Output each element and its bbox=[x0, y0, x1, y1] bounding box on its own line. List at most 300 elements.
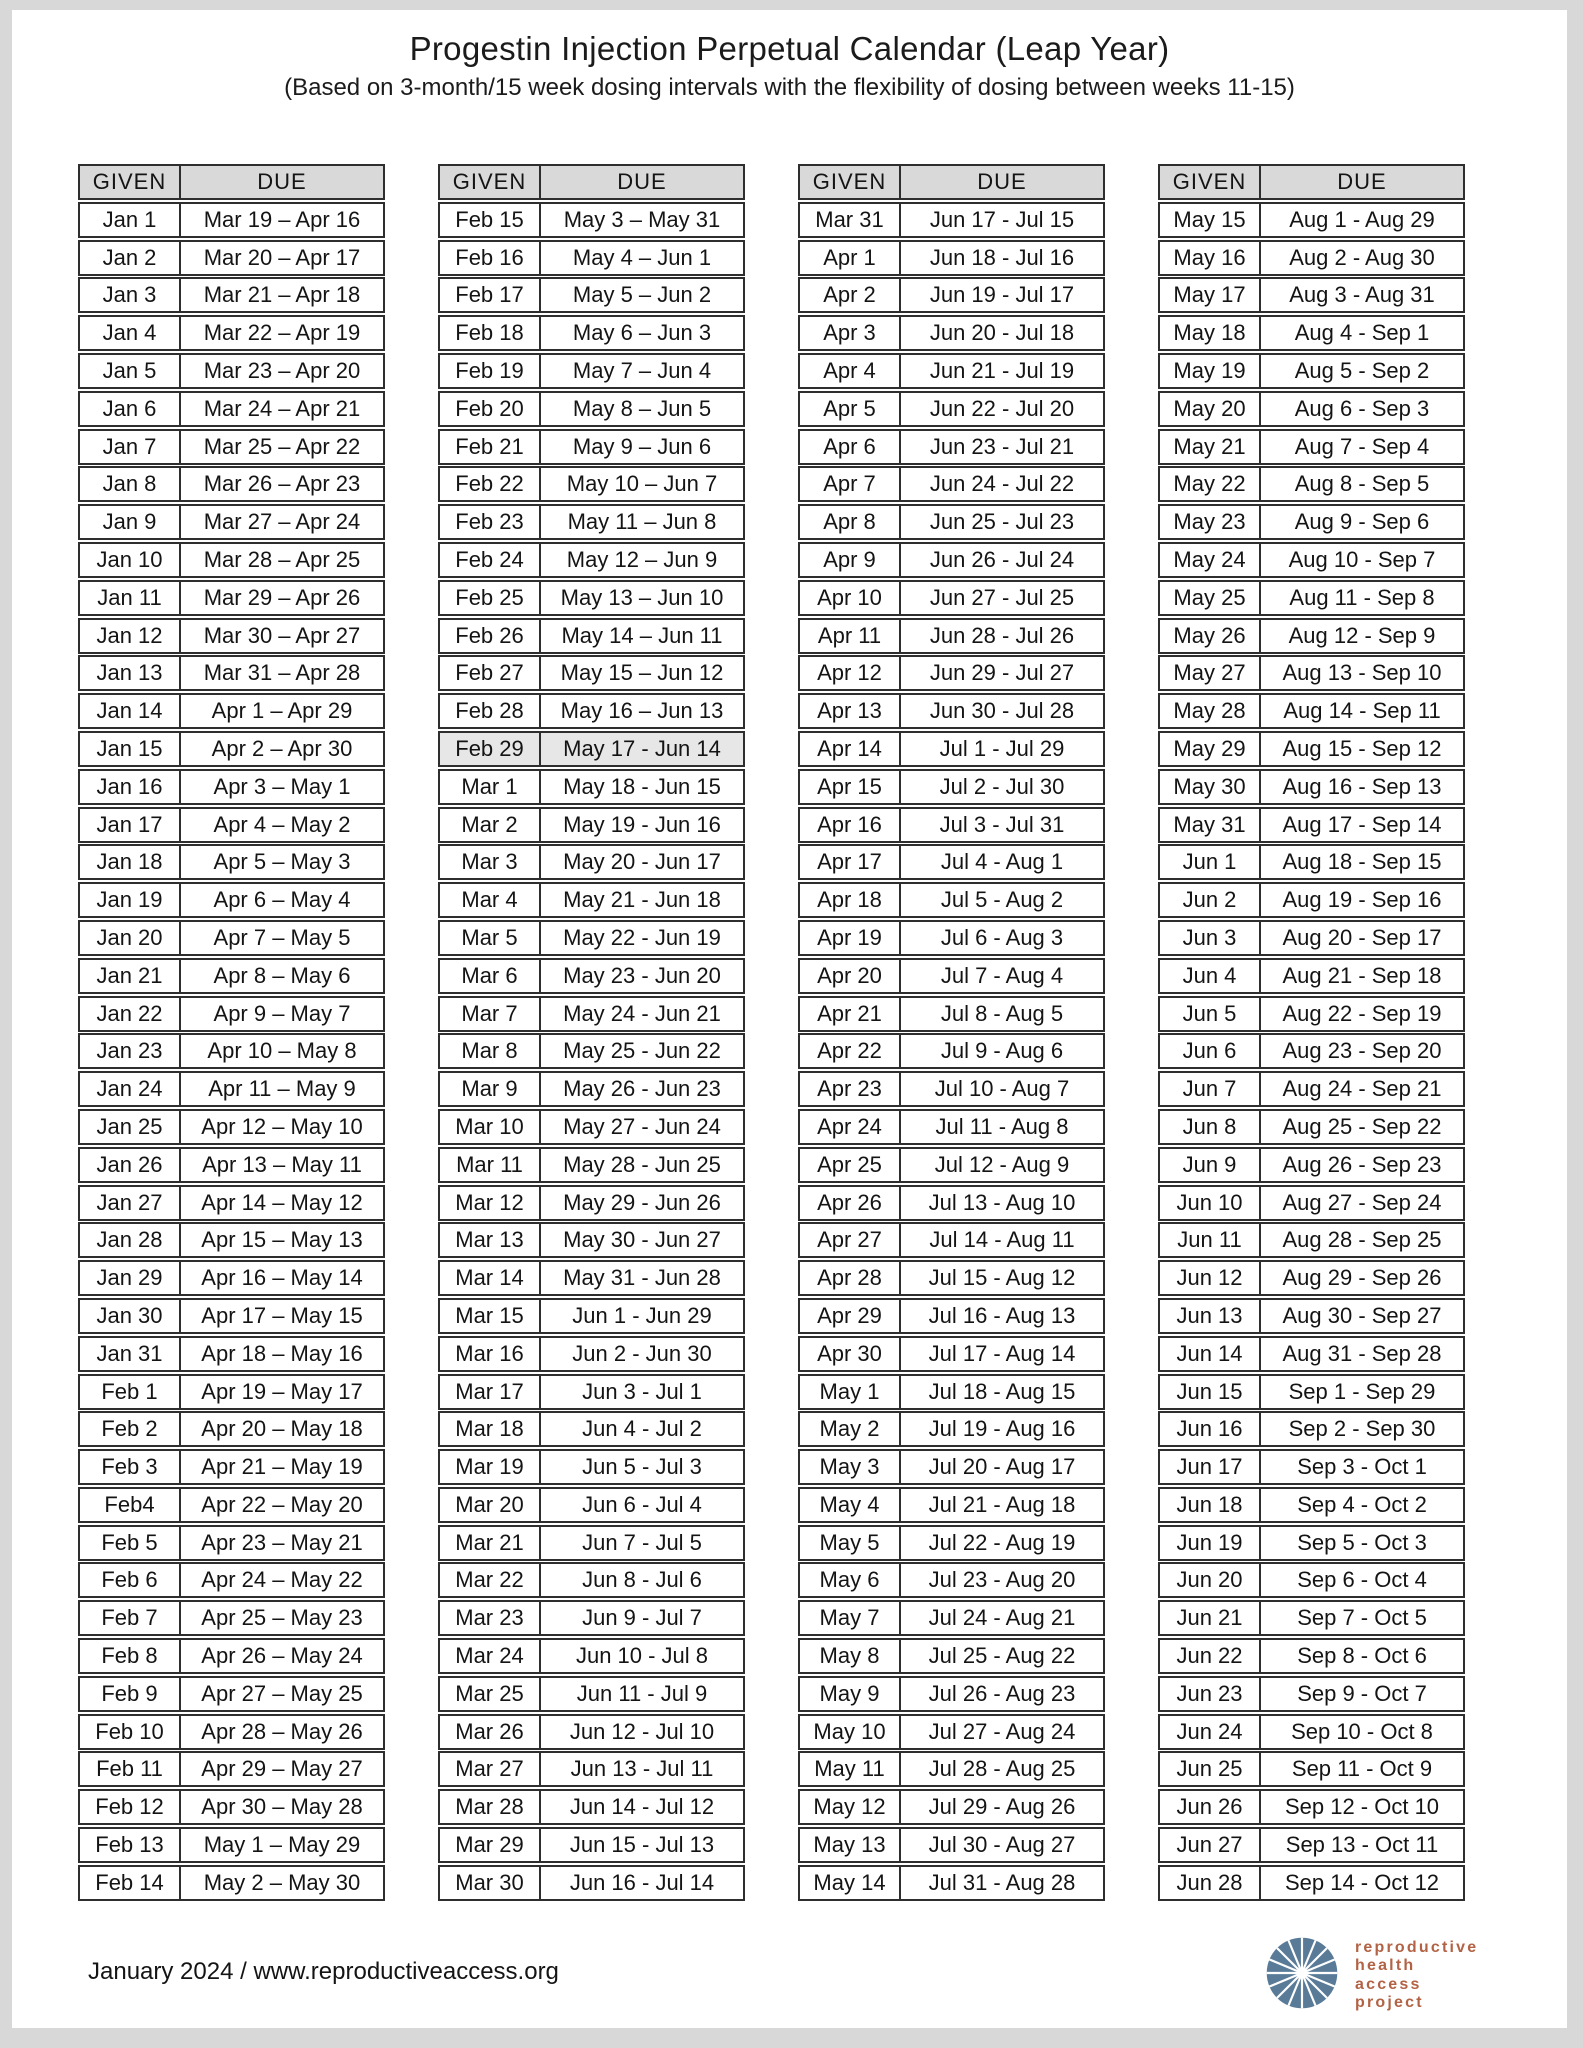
calendar-row bbox=[1158, 1751, 1465, 1787]
given-date-cell: Jun 27 bbox=[1160, 1829, 1261, 1861]
given-date-cell: May 2 bbox=[800, 1413, 901, 1445]
calendar-row bbox=[78, 542, 385, 578]
due-range-cell: Aug 3 - Aug 31 bbox=[1289, 282, 1435, 308]
given-date-cell: Feb 14 bbox=[80, 1867, 181, 1899]
due-range-cell: Jul 7 - Aug 4 bbox=[940, 962, 1064, 988]
calendar-row bbox=[1158, 1827, 1465, 1863]
calendar-row bbox=[438, 353, 745, 389]
calendar-row bbox=[798, 655, 1105, 691]
given-date-cell: Mar 10 bbox=[440, 1111, 541, 1143]
column-header-row bbox=[798, 164, 1105, 200]
due-column-header: DUE bbox=[1261, 166, 1463, 198]
due-column-header: DUE bbox=[541, 166, 743, 198]
given-date-cell: Feb 13 bbox=[80, 1829, 181, 1861]
due-range-cell: May 4 – Jun 1 bbox=[572, 244, 712, 270]
given-date-cell: Feb 27 bbox=[440, 657, 541, 689]
calendar-row bbox=[438, 1487, 745, 1523]
due-range-cell: Jun 29 - Jul 27 bbox=[929, 660, 1075, 686]
given-date-cell: Apr 11 bbox=[800, 620, 901, 652]
due-range-cell: Aug 1 - Aug 29 bbox=[1289, 206, 1435, 232]
given-date-cell: Jun 1 bbox=[1160, 846, 1261, 878]
calendar-row bbox=[1158, 1714, 1465, 1750]
due-range-cell: Jun 30 - Jul 28 bbox=[929, 698, 1075, 724]
due-range-cell: Sep 9 - Oct 7 bbox=[1297, 1680, 1427, 1706]
due-range-cell: Apr 7 – May 5 bbox=[213, 924, 351, 950]
due-range-cell: May 16 – Jun 13 bbox=[560, 698, 724, 724]
calendar-row bbox=[798, 1411, 1105, 1447]
due-range-cell: Sep 12 - Oct 10 bbox=[1284, 1794, 1440, 1820]
due-range-cell: May 2 – May 30 bbox=[203, 1869, 361, 1895]
given-date-cell: Apr 17 bbox=[800, 846, 901, 878]
due-range-cell: Apr 4 – May 2 bbox=[213, 811, 351, 837]
due-column-header: DUE bbox=[901, 166, 1103, 198]
given-date-cell: May 25 bbox=[1160, 582, 1261, 614]
due-range-cell: Apr 21 – May 19 bbox=[201, 1454, 363, 1480]
calendar-row bbox=[1158, 1260, 1465, 1296]
given-date-cell: Mar 23 bbox=[440, 1602, 541, 1634]
given-date-cell: Jan 14 bbox=[80, 695, 181, 727]
calendar-row bbox=[78, 1827, 385, 1863]
given-date-cell: Apr 25 bbox=[800, 1149, 901, 1181]
given-date-cell: Mar 9 bbox=[440, 1073, 541, 1105]
calendar-row bbox=[798, 1487, 1105, 1523]
calendar-row bbox=[78, 504, 385, 540]
due-range-cell: May 29 - Jun 26 bbox=[563, 1189, 721, 1215]
calendar-row bbox=[1158, 1487, 1465, 1523]
due-range-cell: Jul 31 - Aug 28 bbox=[928, 1869, 1076, 1895]
calendar-row bbox=[78, 1525, 385, 1561]
given-date-cell: Feb 7 bbox=[80, 1602, 181, 1634]
due-range-cell: Jun 9 - Jul 7 bbox=[582, 1605, 702, 1631]
calendar-table-2 bbox=[438, 164, 745, 1903]
given-date-cell: May 24 bbox=[1160, 544, 1261, 576]
given-date-cell: May 4 bbox=[800, 1489, 901, 1521]
due-range-cell: Sep 14 - Oct 12 bbox=[1284, 1869, 1440, 1895]
given-date-cell: Feb 5 bbox=[80, 1527, 181, 1559]
given-date-cell: Jun 11 bbox=[1160, 1224, 1261, 1256]
due-range-cell: Aug 16 - Sep 13 bbox=[1282, 773, 1442, 799]
given-date-cell: Feb 24 bbox=[440, 544, 541, 576]
given-date-cell: May 31 bbox=[1160, 809, 1261, 841]
given-date-cell: Jun 20 bbox=[1160, 1564, 1261, 1596]
calendar-row bbox=[78, 1298, 385, 1334]
calendar-row bbox=[78, 769, 385, 805]
due-range-cell: Sep 13 - Oct 11 bbox=[1285, 1832, 1439, 1858]
calendar-row bbox=[798, 277, 1105, 313]
calendar-row bbox=[438, 466, 745, 502]
given-date-cell: Jun 7 bbox=[1160, 1073, 1261, 1105]
due-range-cell: Apr 9 – May 7 bbox=[213, 1000, 351, 1026]
due-range-cell: Jul 13 - Aug 10 bbox=[928, 1189, 1076, 1215]
due-range-cell: Jun 7 - Jul 5 bbox=[582, 1529, 702, 1555]
given-date-cell: Jan 5 bbox=[80, 355, 181, 387]
given-date-cell: Jun 24 bbox=[1160, 1716, 1261, 1748]
calendar-table-4 bbox=[1158, 164, 1465, 1903]
due-range-cell: May 23 - Jun 20 bbox=[563, 962, 721, 988]
calendar-row bbox=[78, 1374, 385, 1410]
calendar-row bbox=[78, 1600, 385, 1636]
calendar-row bbox=[798, 1109, 1105, 1145]
due-range-cell: Sep 5 - Oct 3 bbox=[1297, 1529, 1427, 1555]
due-range-cell: Jun 6 - Jul 4 bbox=[582, 1491, 702, 1517]
calendar-row bbox=[438, 1374, 745, 1410]
due-range-cell: Apr 24 – May 22 bbox=[201, 1567, 363, 1593]
due-range-cell: Jun 13 - Jul 11 bbox=[570, 1756, 714, 1782]
due-range-cell: May 1 – May 29 bbox=[203, 1832, 361, 1858]
given-date-cell: Jan 13 bbox=[80, 657, 181, 689]
given-date-cell: Apr 5 bbox=[800, 393, 901, 425]
given-date-cell: Apr 19 bbox=[800, 922, 901, 954]
calendar-row bbox=[78, 1562, 385, 1598]
given-date-cell: Jan 21 bbox=[80, 960, 181, 992]
given-date-cell: May 5 bbox=[800, 1527, 901, 1559]
given-date-cell: Feb 25 bbox=[440, 582, 541, 614]
calendar-row bbox=[798, 315, 1105, 351]
due-range-cell: Apr 6 – May 4 bbox=[213, 887, 351, 913]
due-range-cell: Jul 10 - Aug 7 bbox=[934, 1076, 1070, 1102]
given-date-cell: Jun 25 bbox=[1160, 1753, 1261, 1785]
calendar-row bbox=[1158, 844, 1465, 880]
given-date-cell: Mar 14 bbox=[440, 1262, 541, 1294]
given-date-cell: May 15 bbox=[1160, 204, 1261, 236]
calendar-row bbox=[798, 353, 1105, 389]
calendar-row bbox=[798, 466, 1105, 502]
calendar-row bbox=[78, 618, 385, 654]
due-range-cell: Mar 21 – Apr 18 bbox=[203, 282, 361, 308]
calendar-row bbox=[78, 1185, 385, 1221]
calendar-row bbox=[798, 1298, 1105, 1334]
given-date-cell: Mar 6 bbox=[440, 960, 541, 992]
due-range-cell: Jul 20 - Aug 17 bbox=[928, 1454, 1076, 1480]
due-range-cell: May 5 – Jun 2 bbox=[572, 282, 712, 308]
due-range-cell: Jul 28 - Aug 25 bbox=[928, 1756, 1076, 1782]
due-range-cell: May 7 – Jun 4 bbox=[572, 357, 712, 383]
due-range-cell: Jul 17 - Aug 14 bbox=[928, 1340, 1076, 1366]
calendar-row bbox=[798, 1714, 1105, 1750]
due-range-cell: Jun 1 - Jun 29 bbox=[572, 1302, 712, 1328]
calendar-row bbox=[438, 920, 745, 956]
calendar-row bbox=[438, 240, 745, 276]
given-date-cell: May 11 bbox=[800, 1753, 901, 1785]
calendar-row bbox=[798, 1449, 1105, 1485]
calendar-row bbox=[438, 1449, 745, 1485]
calendar-row bbox=[1158, 1600, 1465, 1636]
due-range-cell: Aug 23 - Sep 20 bbox=[1282, 1038, 1442, 1064]
calendar-row bbox=[1158, 1865, 1465, 1901]
calendar-row bbox=[438, 958, 745, 994]
given-date-cell: Mar 16 bbox=[440, 1338, 541, 1370]
given-date-cell: Jun 4 bbox=[1160, 960, 1261, 992]
calendar-row bbox=[1158, 1222, 1465, 1258]
given-date-cell: May 13 bbox=[800, 1829, 901, 1861]
calendar-row bbox=[798, 504, 1105, 540]
logo-word: health bbox=[1355, 1957, 1416, 1975]
given-date-cell: Feb 6 bbox=[80, 1564, 181, 1596]
calendar-row bbox=[438, 1676, 745, 1712]
given-date-cell: Apr 13 bbox=[800, 695, 901, 727]
due-range-cell: May 13 – Jun 10 bbox=[560, 584, 724, 610]
calendar-row bbox=[78, 429, 385, 465]
due-range-cell: Jun 16 - Jul 14 bbox=[569, 1869, 715, 1895]
due-range-cell: Aug 15 - Sep 12 bbox=[1282, 735, 1442, 761]
given-date-cell: May 28 bbox=[1160, 695, 1261, 727]
calendar-row bbox=[438, 693, 745, 729]
due-range-cell: May 20 - Jun 17 bbox=[563, 849, 721, 875]
page-subtitle: (Based on 3-month/15 week dosing intervals with the flexibility of dosing between weeks 11-15) bbox=[284, 74, 1295, 101]
due-range-cell: Jun 3 - Jul 1 bbox=[582, 1378, 702, 1404]
given-date-cell: Mar 1 bbox=[440, 771, 541, 803]
due-range-cell: May 30 - Jun 27 bbox=[563, 1227, 721, 1253]
calendar-row bbox=[438, 1033, 745, 1069]
calendar-row bbox=[78, 1449, 385, 1485]
given-date-cell: Jan 12 bbox=[80, 620, 181, 652]
given-date-cell: Mar 11 bbox=[440, 1149, 541, 1181]
calendar-row bbox=[798, 1147, 1105, 1183]
calendar-row bbox=[78, 1676, 385, 1712]
due-range-cell: May 21 - Jun 18 bbox=[563, 887, 721, 913]
due-range-cell: Aug 29 - Sep 26 bbox=[1282, 1265, 1442, 1291]
calendar-row bbox=[1158, 1525, 1465, 1561]
given-date-cell: Apr 3 bbox=[800, 317, 901, 349]
due-range-cell: May 6 – Jun 3 bbox=[572, 320, 712, 346]
due-range-cell: Apr 25 – May 23 bbox=[201, 1605, 363, 1631]
given-date-cell: Jun 14 bbox=[1160, 1338, 1261, 1370]
due-range-cell: Apr 12 – May 10 bbox=[201, 1113, 363, 1139]
due-range-cell: Apr 30 – May 28 bbox=[201, 1794, 363, 1820]
calendar-row bbox=[1158, 693, 1465, 729]
calendar-row bbox=[78, 240, 385, 276]
due-range-cell: Apr 1 – Apr 29 bbox=[211, 698, 353, 724]
given-date-cell: Feb 9 bbox=[80, 1678, 181, 1710]
calendar-row bbox=[78, 1411, 385, 1447]
calendar-row bbox=[78, 466, 385, 502]
calendar-row bbox=[438, 202, 745, 238]
due-range-cell: Aug 21 - Sep 18 bbox=[1282, 962, 1442, 988]
calendar-row bbox=[1158, 655, 1465, 691]
given-date-cell: Apr 6 bbox=[800, 431, 901, 463]
calendar-row bbox=[1158, 1336, 1465, 1372]
calendar-row bbox=[78, 655, 385, 691]
calendar-row bbox=[438, 1525, 745, 1561]
due-range-cell: Jun 18 - Jul 16 bbox=[929, 244, 1075, 270]
due-range-cell: Jun 4 - Jul 2 bbox=[582, 1416, 702, 1442]
calendar-row bbox=[438, 1260, 745, 1296]
due-range-cell: Aug 6 - Sep 3 bbox=[1294, 395, 1430, 421]
calendar-row bbox=[798, 618, 1105, 654]
due-range-cell: Jun 21 - Jul 19 bbox=[929, 357, 1075, 383]
due-range-cell: Jul 18 - Aug 15 bbox=[928, 1378, 1076, 1404]
calendar-row bbox=[798, 731, 1105, 767]
calendar-row bbox=[438, 391, 745, 427]
calendar-row bbox=[438, 655, 745, 691]
given-date-cell: Jun 9 bbox=[1160, 1149, 1261, 1181]
given-date-cell: May 3 bbox=[800, 1451, 901, 1483]
calendar-row bbox=[438, 1109, 745, 1145]
given-date-cell: Jun 6 bbox=[1160, 1035, 1261, 1067]
calendar-row bbox=[1158, 1374, 1465, 1410]
given-date-cell: Feb 22 bbox=[440, 468, 541, 500]
calendar-row bbox=[438, 731, 745, 767]
given-date-cell: Apr 26 bbox=[800, 1187, 901, 1219]
given-date-cell: May 10 bbox=[800, 1716, 901, 1748]
due-range-cell: Aug 25 - Sep 22 bbox=[1282, 1113, 1442, 1139]
calendar-row bbox=[798, 1638, 1105, 1674]
due-range-cell: Jun 10 - Jul 8 bbox=[575, 1643, 709, 1669]
given-date-cell: May 30 bbox=[1160, 771, 1261, 803]
given-date-cell: Mar 31 bbox=[800, 204, 901, 236]
due-range-cell: Aug 13 - Sep 10 bbox=[1282, 660, 1442, 686]
given-date-cell: Jun 23 bbox=[1160, 1678, 1261, 1710]
calendar-row bbox=[798, 429, 1105, 465]
calendar-row bbox=[438, 277, 745, 313]
due-range-cell: Jul 2 - Jul 30 bbox=[939, 773, 1065, 799]
calendar-row bbox=[438, 1751, 745, 1787]
given-date-cell: Jan 22 bbox=[80, 998, 181, 1030]
due-range-cell: May 27 - Jun 24 bbox=[563, 1113, 721, 1139]
calendar-row bbox=[438, 1562, 745, 1598]
due-range-cell: Jul 14 - Aug 11 bbox=[929, 1227, 1075, 1253]
calendar-row bbox=[438, 1222, 745, 1258]
due-range-cell: Aug 19 - Sep 16 bbox=[1282, 887, 1442, 913]
calendar-row bbox=[78, 1109, 385, 1145]
calendar-row bbox=[1158, 391, 1465, 427]
given-date-cell: Feb 1 bbox=[80, 1376, 181, 1408]
calendar-row bbox=[798, 240, 1105, 276]
given-date-cell: Jan 29 bbox=[80, 1262, 181, 1294]
due-range-cell: Mar 26 – Apr 23 bbox=[203, 471, 361, 497]
calendar-row bbox=[798, 1260, 1105, 1296]
calendar-row bbox=[798, 202, 1105, 238]
due-range-cell: Aug 5 - Sep 2 bbox=[1294, 357, 1430, 383]
due-range-cell: Apr 26 – May 24 bbox=[201, 1643, 363, 1669]
calendar-row bbox=[798, 1374, 1105, 1410]
calendar-row bbox=[78, 1751, 385, 1787]
calendar-row bbox=[798, 1600, 1105, 1636]
given-date-cell: Apr 21 bbox=[800, 998, 901, 1030]
given-date-cell: Mar 27 bbox=[440, 1753, 541, 1785]
calendar-row bbox=[78, 1487, 385, 1523]
due-range-cell: Aug 17 - Sep 14 bbox=[1282, 811, 1442, 837]
due-range-cell: Mar 24 – Apr 21 bbox=[203, 395, 361, 421]
given-date-cell: Mar 21 bbox=[440, 1527, 541, 1559]
due-column-header: DUE bbox=[181, 166, 383, 198]
given-date-cell: Mar 22 bbox=[440, 1564, 541, 1596]
calendar-row bbox=[78, 1260, 385, 1296]
due-range-cell: Jun 23 - Jul 21 bbox=[929, 433, 1075, 459]
given-date-cell: May 1 bbox=[800, 1376, 901, 1408]
given-date-cell: Jun 16 bbox=[1160, 1413, 1261, 1445]
given-date-cell: Apr 27 bbox=[800, 1224, 901, 1256]
calendar-row bbox=[1158, 277, 1465, 313]
due-range-cell: Apr 5 – May 3 bbox=[213, 849, 351, 875]
given-date-cell: Mar 29 bbox=[440, 1829, 541, 1861]
calendar-row bbox=[1158, 958, 1465, 994]
given-date-cell: Jun 22 bbox=[1160, 1640, 1261, 1672]
given-date-cell: Jun 3 bbox=[1160, 922, 1261, 954]
calendar-row bbox=[78, 1147, 385, 1183]
due-range-cell: Jun 15 - Jul 13 bbox=[569, 1832, 715, 1858]
given-date-cell: Feb 20 bbox=[440, 393, 541, 425]
calendar-row bbox=[438, 1789, 745, 1825]
due-range-cell: Aug 8 - Sep 5 bbox=[1294, 471, 1430, 497]
given-date-cell: Mar 12 bbox=[440, 1187, 541, 1219]
due-range-cell: May 8 – Jun 5 bbox=[572, 395, 712, 421]
due-range-cell: Mar 28 – Apr 25 bbox=[203, 546, 361, 572]
due-range-cell: Jun 26 - Jul 24 bbox=[929, 546, 1075, 572]
calendar-row bbox=[1158, 1298, 1465, 1334]
given-date-cell: Jan 4 bbox=[80, 317, 181, 349]
logo-word: reproductive bbox=[1355, 1939, 1479, 1956]
calendar-row bbox=[798, 580, 1105, 616]
due-range-cell: Jul 5 - Aug 2 bbox=[940, 887, 1064, 913]
calendar-row bbox=[798, 1562, 1105, 1598]
calendar-row bbox=[1158, 429, 1465, 465]
calendar-row bbox=[78, 1222, 385, 1258]
due-range-cell: May 15 – Jun 12 bbox=[560, 660, 724, 686]
due-range-cell: Jun 5 - Jul 3 bbox=[582, 1454, 702, 1480]
calendar-row bbox=[438, 542, 745, 578]
due-range-cell: Jun 27 - Jul 25 bbox=[929, 584, 1075, 610]
calendar-row bbox=[1158, 240, 1465, 276]
calendar-row bbox=[78, 807, 385, 843]
due-range-cell: May 11 – Jun 8 bbox=[567, 509, 717, 535]
given-date-cell: May 18 bbox=[1160, 317, 1261, 349]
given-date-cell: Mar 30 bbox=[440, 1867, 541, 1899]
due-range-cell: Aug 14 - Sep 11 bbox=[1283, 698, 1441, 724]
due-range-cell: Sep 7 - Oct 5 bbox=[1297, 1605, 1427, 1631]
due-range-cell: May 26 - Jun 23 bbox=[563, 1076, 721, 1102]
calendar-row bbox=[798, 1071, 1105, 1107]
given-date-cell: Jan 1 bbox=[80, 204, 181, 236]
calendar-row bbox=[1158, 1676, 1465, 1712]
due-range-cell: Aug 28 - Sep 25 bbox=[1282, 1227, 1442, 1253]
due-range-cell: Sep 6 - Oct 4 bbox=[1297, 1567, 1427, 1593]
due-range-cell: May 9 – Jun 6 bbox=[572, 433, 712, 459]
calendar-row bbox=[1158, 580, 1465, 616]
due-range-cell: Mar 27 – Apr 24 bbox=[203, 509, 361, 535]
calendar-row bbox=[798, 1676, 1105, 1712]
calendar-row bbox=[438, 807, 745, 843]
given-date-cell: Feb 17 bbox=[440, 279, 541, 311]
calendar-row bbox=[1158, 202, 1465, 238]
given-date-cell: Apr 1 bbox=[800, 242, 901, 274]
given-date-cell: Feb 29 bbox=[440, 733, 541, 765]
calendar-row bbox=[1158, 1185, 1465, 1221]
due-range-cell: Aug 18 - Sep 15 bbox=[1282, 849, 1442, 875]
given-column-header: GIVEN bbox=[440, 166, 541, 198]
given-date-cell: Mar 15 bbox=[440, 1300, 541, 1332]
given-date-cell: Jan 16 bbox=[80, 771, 181, 803]
due-range-cell: Apr 28 – May 26 bbox=[201, 1718, 363, 1744]
due-range-cell: Mar 29 – Apr 26 bbox=[203, 584, 361, 610]
given-date-cell: Jan 23 bbox=[80, 1035, 181, 1067]
due-range-cell: Sep 10 - Oct 8 bbox=[1291, 1718, 1433, 1744]
given-date-cell: Mar 18 bbox=[440, 1413, 541, 1445]
calendar-row bbox=[798, 1033, 1105, 1069]
given-date-cell: May 27 bbox=[1160, 657, 1261, 689]
calendar-row bbox=[438, 580, 745, 616]
calendar-row bbox=[438, 1638, 745, 1674]
calendar-row bbox=[798, 1336, 1105, 1372]
rhap-logo bbox=[1266, 1935, 1478, 2013]
due-range-cell: Apr 14 – May 12 bbox=[201, 1189, 363, 1215]
calendar-row bbox=[438, 1714, 745, 1750]
given-date-cell: Jan 11 bbox=[80, 582, 181, 614]
due-range-cell: Sep 2 - Sep 30 bbox=[1288, 1416, 1436, 1442]
calendar-row bbox=[1158, 504, 1465, 540]
calendar-row bbox=[1158, 466, 1465, 502]
given-date-cell: Apr 24 bbox=[800, 1111, 901, 1143]
